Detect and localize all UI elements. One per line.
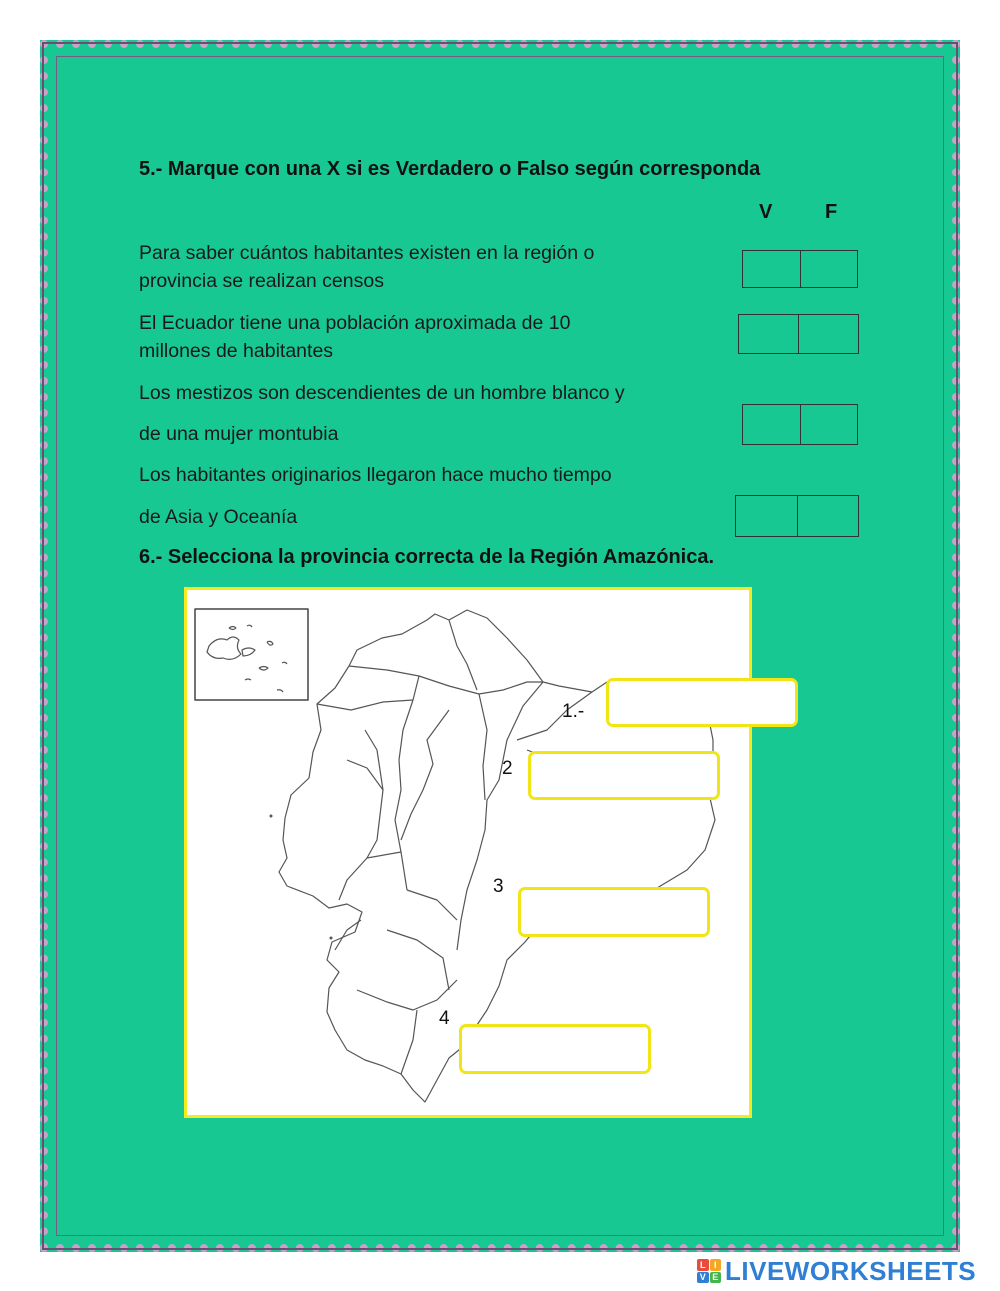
galapagos-inset-frame [195,609,308,700]
galapagos-island [259,667,268,671]
map-label-3: 3 [493,876,504,897]
province-border [357,980,457,1010]
question-5-title: 5.- Marque con una X si es Verdadero o Falso según corresponda [139,158,761,180]
province-border [339,852,401,900]
logo-letter: I [710,1259,722,1271]
island-dot [270,815,273,818]
province-border [479,694,487,800]
province-border [407,890,457,920]
province-border [387,930,449,990]
statement-4-line-2: de Asia y Oceanía [139,506,298,528]
statement-3-line-1: Los mestizos son descendientes de un hombre blanco y [139,382,625,404]
galapagos-island [242,648,255,656]
logo-letter: V [697,1272,709,1284]
column-header-true: V [759,201,773,223]
false-cell-2[interactable] [798,315,858,353]
galapagos-island [277,690,283,692]
column-header-false: F [825,201,838,223]
province-border [349,666,543,694]
answer-input-1[interactable] [606,678,798,727]
statement-2 [139,309,570,365]
province-border [395,676,419,890]
false-cell-3[interactable] [800,405,858,444]
logo-letter: E [710,1272,722,1284]
statement-1-line-1: Para saber cuántos habitantes existen en la región o [139,242,595,264]
island-dot [330,937,333,940]
province-border [449,620,477,690]
false-cell-1[interactable] [800,251,858,287]
galapagos-island [245,679,251,680]
true-false-box-1 [742,250,858,288]
question-6-title: 6.- Selecciona la provincia correcta de la Región Amazónica. [139,546,715,568]
true-false-box-3 [742,404,858,445]
galapagos-island [229,627,236,630]
true-cell-3[interactable] [743,405,800,444]
answer-input-3[interactable] [518,887,710,937]
province-border [347,760,383,790]
galapagos-island [247,625,252,627]
true-cell-1[interactable] [743,251,800,287]
answer-input-2[interactable] [528,751,720,800]
answer-input-4[interactable] [459,1024,651,1074]
liveworksheets-logo-icon [697,1259,721,1283]
galapagos-island [282,662,287,664]
true-cell-2[interactable] [739,315,798,353]
province-border [317,700,413,710]
false-cell-4[interactable] [797,496,859,536]
galapagos-island [207,637,241,659]
province-border [365,730,383,790]
statement-3-line-2: de una mujer montubia [139,423,339,445]
true-false-box-4 [735,495,859,537]
true-cell-4[interactable] [736,496,797,536]
statement-1-line-2: provincia se realizan censos [139,270,384,292]
liveworksheets-wordmark: LIVEWORKSHEETS [725,1255,977,1286]
province-border [401,710,449,840]
statement-2-line-1: El Ecuador tiene una población aproximada de 10 [139,312,571,334]
liveworksheets-brand[interactable] [697,1256,976,1286]
province-border [367,790,383,858]
statement-2-line-2: millones de habitantes [139,340,334,362]
province-border [401,1010,417,1074]
galapagos-island [267,641,273,645]
logo-letter: L [697,1259,709,1271]
true-false-box-2 [738,314,859,354]
statement-4-line-1: Los habitantes originarios llegaron hace mucho tiempo [139,464,612,486]
map-label-1: 1.- [562,701,585,722]
statement-1 [139,239,594,295]
map-label-4: 4 [439,1008,450,1029]
map-label-2: 2 [502,758,513,779]
province-border [457,800,487,950]
